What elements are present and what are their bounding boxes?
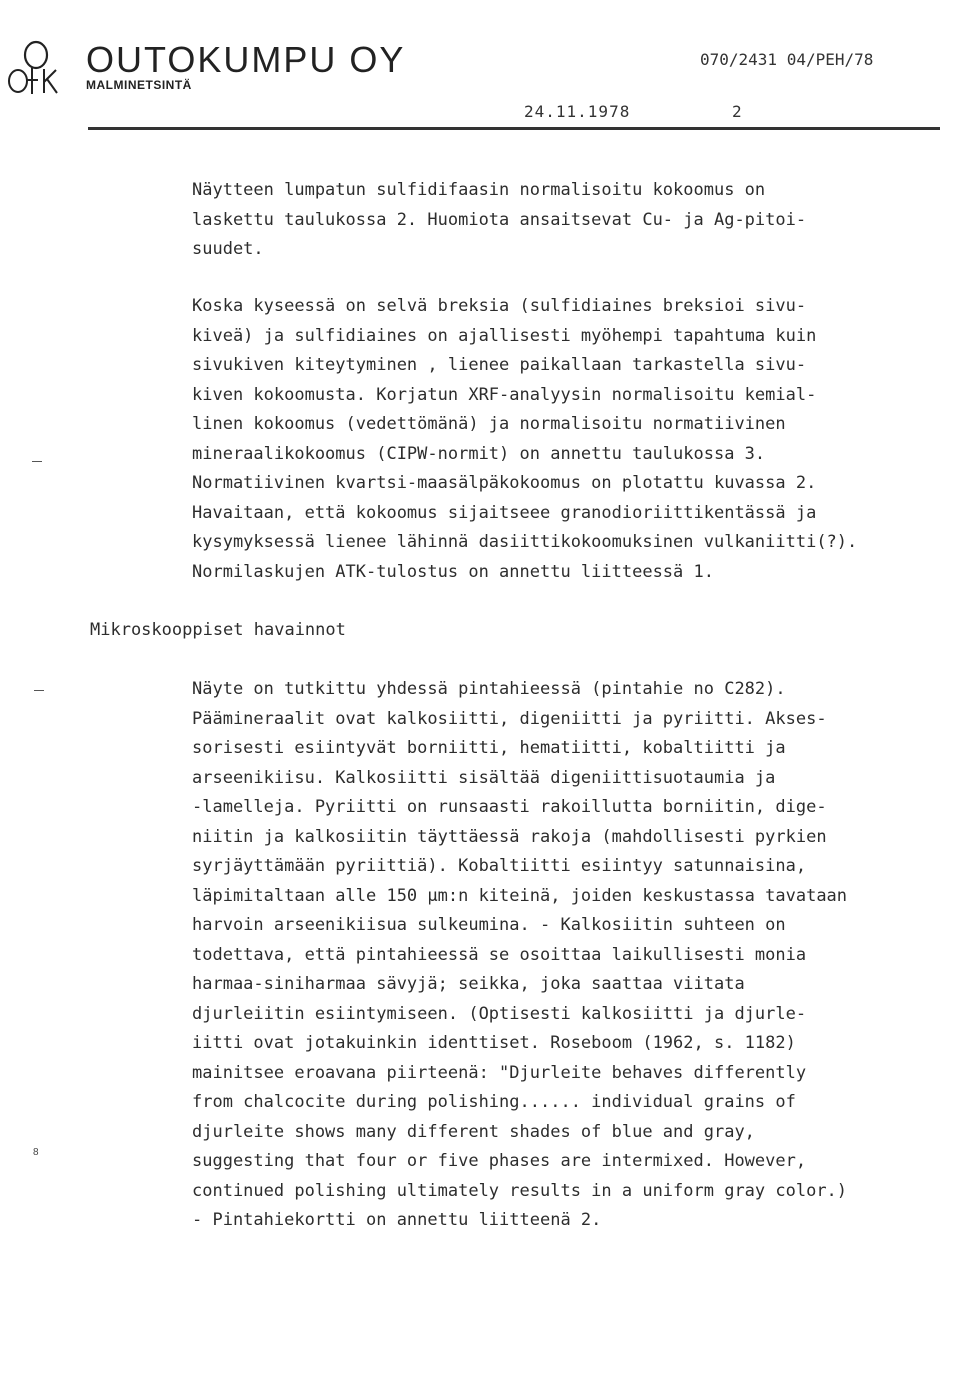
- document-date: 24.11.1978: [524, 102, 631, 121]
- text-line: from chalcocite during polishing...... individual grains of: [192, 1092, 796, 1112]
- text-line: harvoin arseenikiisua sulkeumina. - Kalkosiitin suhteen on: [192, 915, 786, 935]
- text-line: mineraalikokoomus (CIPW-normit) on annettu taulukossa 3.: [192, 443, 766, 464]
- margin-mark: [32, 461, 42, 462]
- text-line: Normilaskujen ATK-tulostus on annettu liitteessä 1.: [192, 561, 714, 582]
- text-line: syrjäyttämään pyriittiä). Kobaltiitti esiintyy satunnaisina,: [192, 856, 807, 876]
- text-line: arseenikiisu. Kalkosiitti sisältää digeniittisuotaumia ja: [192, 767, 776, 788]
- header-rule: [88, 127, 940, 130]
- text-line: kiven kokoomusta. Korjatun XRF-analyysin normalisoitu kemial-: [192, 384, 817, 405]
- text-line: sivukiven kiteytyminen , lienee paikallaan tarkastella sivu-: [192, 355, 807, 375]
- text-line: suggesting that four or five phases are intermixed. However,: [192, 1151, 807, 1171]
- company-name: OUTOKUMPU OY: [86, 39, 406, 80]
- text-line: kiveä) ja sulfidiaines on ajallisesti myöhempi tapahtuma kuin: [192, 325, 817, 346]
- company-department: MALMINETSINTÄ: [86, 78, 192, 92]
- section-heading: Mikroskooppiset havainnot: [90, 620, 346, 640]
- text-line: Näytteen lumpatun sulfidifaasin normalisoitu kokoomus on: [192, 180, 766, 200]
- text-line: laskettu taulukossa 2. Huomiota ansaitsevat Cu- ja Ag-pitoi-: [192, 209, 807, 230]
- text-line: todettava, että pintahieessä se osoittaa laikullisesti monia: [192, 944, 807, 965]
- document-reference: 070/2431 04/PEH/78: [700, 50, 874, 69]
- text-line: sorisesti esiintyvät borniitti, hematiitti, kobaltiitti ja: [192, 738, 786, 758]
- margin-number: 8: [33, 1147, 39, 1158]
- text-line: Normatiivinen kvartsi-maasälpäkokoomus on plotattu kuvassa 2.: [192, 473, 817, 493]
- paragraph-host-rock: [192, 292, 932, 587]
- text-line: mainitsee eroavana piirteenä: "Djurleite behaves differently: [192, 1062, 807, 1083]
- outokumpu-logo-icon: [4, 38, 74, 98]
- page-number: 2: [732, 102, 742, 121]
- paragraph-sulfide-composition: [192, 176, 932, 265]
- text-line: Päämineraalit ovat kalkosiitti, digeniitti ja pyriitti. Akses-: [192, 708, 827, 729]
- text-line: Näyte on tutkittu yhdessä pintahieessä (pintahie no C282).: [192, 679, 786, 699]
- text-line: suudet.: [192, 239, 264, 259]
- text-line: niitin ja kalkosiitin täyttäessä rakoja (mahdollisesti pyrkien: [192, 826, 827, 847]
- text-line: djurleite shows many different shades of blue and gray,: [192, 1121, 755, 1142]
- text-line: -lamelleja. Pyriitti on runsaasti rakoillutta borniitin, dige-: [192, 797, 827, 817]
- margin-mark: [34, 690, 44, 691]
- text-line: iitti ovat jotakuinkin identtiset. Roseboom (1962, s. 1182): [192, 1033, 796, 1053]
- text-line: kysymyksessä lienee lähinnä dasiittikokoomuksinen vulkaniitti(?).: [192, 532, 858, 552]
- text-line: Koska kyseessä on selvä breksia (sulfidiaines breksioi sivu-: [192, 296, 807, 316]
- text-line: linen kokoomus (vedettömänä) ja normalisoitu normatiivinen: [192, 414, 786, 434]
- text-line: läpimitaltaan alle 150 μm:n kiteinä, joiden keskustassa tavataan: [192, 885, 848, 906]
- text-line: djurleiitin esiintymiseen. (Optisesti kalkosiitti ja djurle-: [192, 1003, 807, 1024]
- company-logo: [4, 38, 74, 98]
- paragraph-microscopy: [192, 675, 932, 1236]
- text-line: continued polishing ultimately results in a uniform gray color.): [192, 1180, 848, 1201]
- text-line: - Pintahiekortti on annettu liitteenä 2.: [192, 1210, 602, 1230]
- text-line: Havaitaan, että kokoomus sijaitseee granodioriittikentässä ja: [192, 502, 817, 523]
- text-line: harmaa-siniharmaa sävyjä; seikka, joka saattaa viitata: [192, 974, 745, 994]
